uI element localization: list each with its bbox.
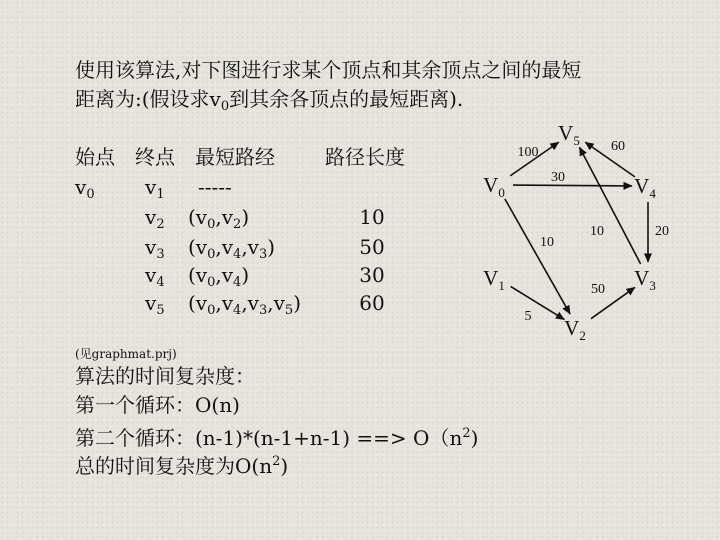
complexity-line-4-sup: 2	[272, 454, 281, 469]
vertex-v4: $V_4$	[634, 174, 656, 201]
row-shortest-path: $(v_0,v_2)$	[188, 205, 250, 232]
edge-v3-v5	[579, 147, 640, 264]
edge-v0-v4	[513, 185, 632, 186]
intro-line-2-end: 到其余各顶点的最短距离).	[229, 87, 464, 111]
row-path-length: 10	[359, 205, 385, 229]
row-end-vertex: $v_3$	[145, 235, 165, 262]
edge-weight-label: 100	[517, 145, 539, 160]
row-shortest-path: $(v_0,v_4)$	[188, 263, 250, 290]
complexity-line-3-end: )	[470, 426, 479, 450]
row-end-vertex: $v_5$	[145, 291, 165, 318]
row-path-length: 50	[359, 235, 385, 259]
complexity-line-1: 算法的时间复杂度：	[75, 364, 255, 388]
row-shortest-path: $(v_0,v_4,v_3)$	[188, 235, 276, 262]
intro-line-2-text: 距离为:(假设求v	[75, 87, 221, 111]
header-path: 最短路经	[195, 145, 275, 169]
row-end-vertex: $v_4$	[145, 263, 165, 290]
complexity-line-3-sup: 2	[462, 426, 471, 441]
edge-weight-label: 60	[611, 139, 625, 154]
row-path-length: 60	[359, 291, 385, 315]
edge-v0-v2	[505, 199, 570, 314]
edge-weight-label: 10	[540, 235, 554, 250]
vertex-v0: $V_0$	[483, 173, 505, 200]
row-end-vertex: $v_1$	[145, 175, 165, 202]
row-shortest-path: -----	[198, 175, 232, 199]
header-length: 路径长度	[325, 145, 405, 169]
intro-line-1: 使用该算法,对下图进行求某个顶点和其余顶点之间的最短	[75, 58, 582, 82]
vertex-v1: $V_1$	[483, 266, 505, 293]
complexity-line-3-text: 第二个循环：(n-1)*(n-1+n-1) ==> O（n	[75, 426, 463, 450]
edge-weight-label: 5	[524, 309, 532, 324]
row-shortest-path: $(v_0,v_4,v_3,v_5)$	[188, 291, 302, 318]
start-vertex-sub: 0	[86, 187, 95, 202]
source-note: (见graphmat.prj)	[75, 347, 177, 361]
intro-line-2-sub: 0	[220, 99, 230, 114]
row-end-vertex: $v_2$	[145, 205, 165, 232]
edge-weight-label: 50	[591, 282, 605, 297]
edge-v1-v2	[511, 286, 565, 319]
edge-weight-label: 20	[655, 224, 669, 239]
header-end: 终点	[135, 145, 175, 169]
complexity-line-4-end: )	[280, 454, 289, 478]
vertex-v5: $V_5$	[558, 121, 580, 148]
complexity-line-4-text: 总的时间复杂度为O(n	[75, 454, 273, 478]
vertex-v3: $V_3$	[634, 266, 656, 293]
row-path-length: 30	[359, 263, 385, 287]
start-vertex-base: v	[75, 175, 87, 199]
edge-weight-label: 10	[590, 224, 604, 239]
vertex-v2: $V_2$	[564, 316, 586, 343]
header-start: 始点	[75, 145, 115, 169]
edge-weight-label: 30	[551, 170, 565, 185]
complexity-line-2: 第一个循环：O(n)	[75, 393, 240, 417]
